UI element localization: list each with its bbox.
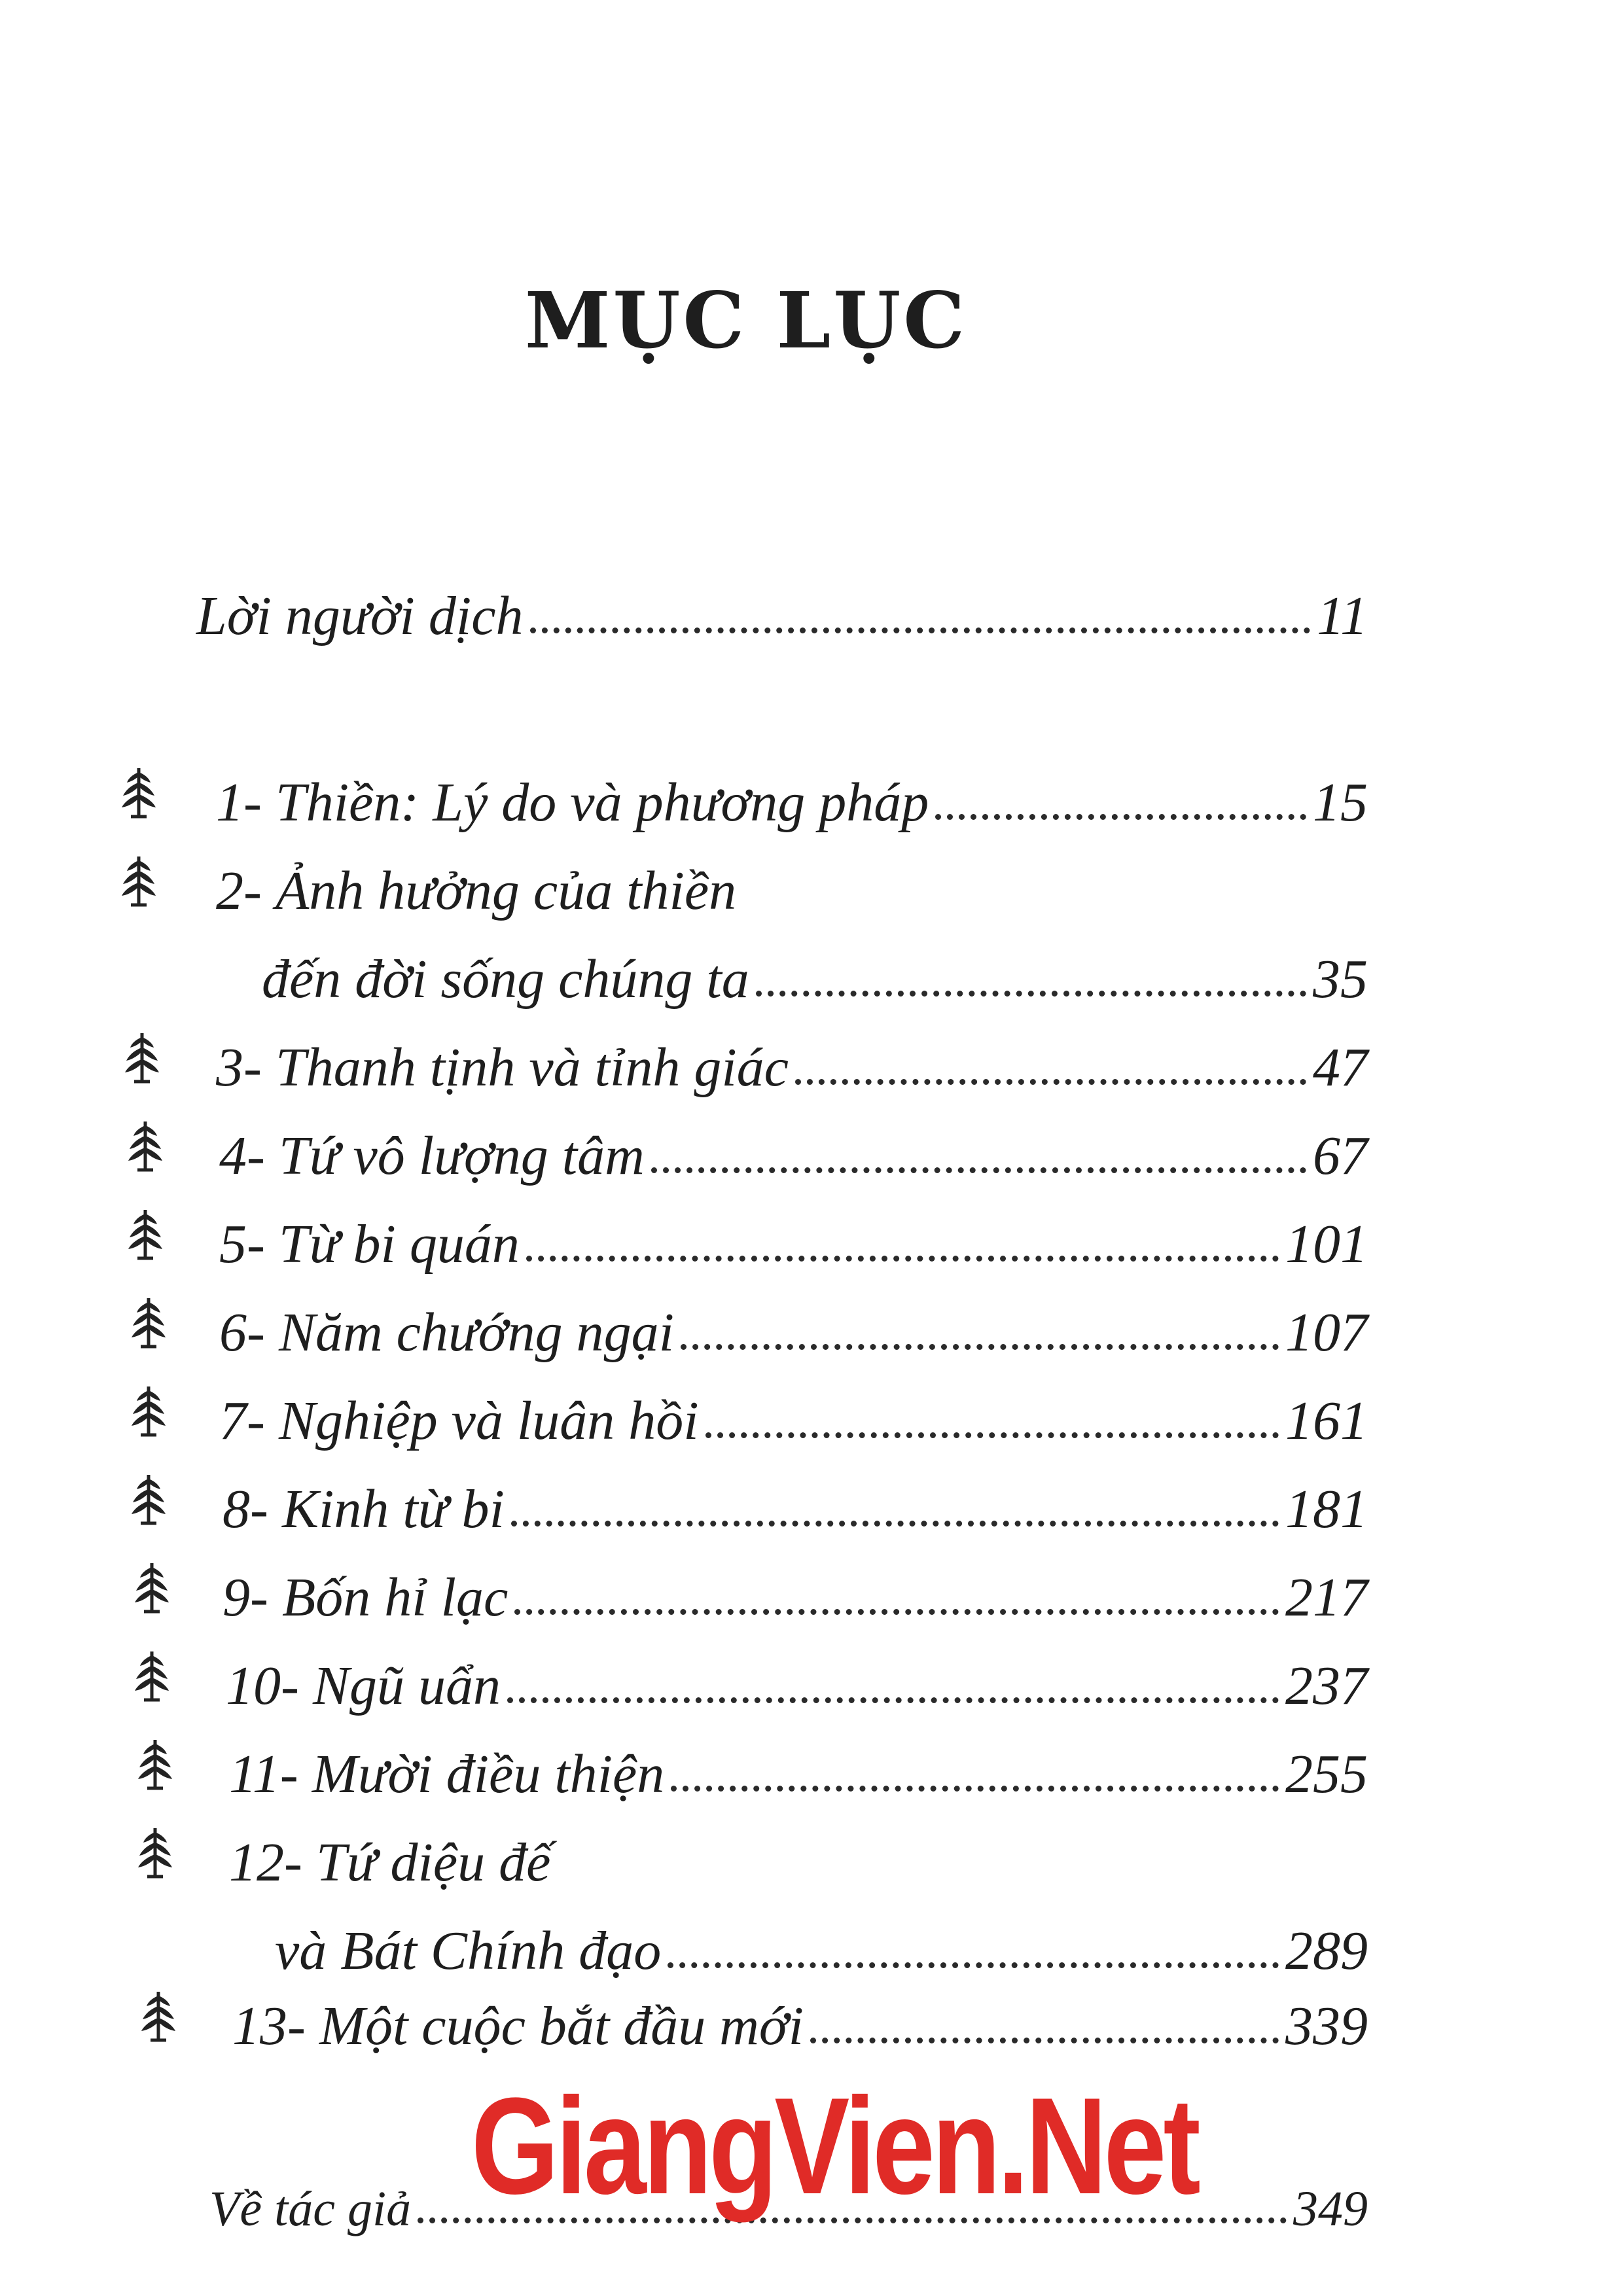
toc-entry-page: 181 xyxy=(1285,1479,1368,1540)
toc-entry-label: đến đời sống chúng ta xyxy=(262,949,749,1010)
leaf-ornament-icon xyxy=(128,1384,169,1439)
toc-entry-chapter-2-line1[interactable]: 2- Ảnh hưởng của thiền xyxy=(216,860,737,921)
toc-entry-chapter-7[interactable] xyxy=(219,1374,1368,1453)
toc-entry-page: 237 xyxy=(1285,1655,1368,1716)
toc-entry-preface[interactable] xyxy=(196,569,1368,648)
dot-leader xyxy=(668,1962,1279,1968)
dot-leader xyxy=(514,1609,1279,1615)
dot-leader xyxy=(526,1256,1279,1262)
toc-entry-label: 7- Nghiệp và luân hồi xyxy=(219,1390,699,1451)
toc-entry-page: 67 xyxy=(1313,1125,1368,1186)
toc-entry-chapter-12[interactable] xyxy=(275,1904,1368,1983)
dot-leader xyxy=(671,1786,1279,1792)
toc-entry-label: 11- Mười điều thiện xyxy=(229,1744,665,1805)
toc-entry-label: 5- Từ bi quán xyxy=(219,1214,520,1275)
page-title: MỤC LỤC xyxy=(524,275,968,366)
toc-entry-page: 107 xyxy=(1285,1302,1368,1363)
leaf-ornament-icon xyxy=(118,766,160,821)
dot-leader xyxy=(705,1432,1279,1438)
toc-entry-chapter-10[interactable] xyxy=(226,1639,1368,1718)
toc-entry-label: 10- Ngũ uẩn xyxy=(226,1655,501,1716)
toc-entry-page: 11 xyxy=(1317,586,1368,646)
leaf-ornament-icon xyxy=(118,854,160,909)
toc-entry-chapter-13[interactable] xyxy=(232,1979,1368,2058)
toc-entry-label: 13- Một cuộc bắt đầu mới xyxy=(232,1996,804,2057)
toc-entry-label: và Bát Chính đạo xyxy=(275,1920,662,1981)
dot-leader xyxy=(795,1079,1306,1085)
dot-leader xyxy=(530,627,1311,633)
dot-leader xyxy=(681,1344,1279,1350)
toc-entry-chapter-4[interactable] xyxy=(219,1109,1368,1188)
leaf-ornament-icon xyxy=(137,1989,179,2044)
toc-entry-page: 161 xyxy=(1285,1390,1368,1451)
leaf-ornament-icon xyxy=(134,1826,176,1881)
toc-entry-chapter-6[interactable] xyxy=(219,1286,1368,1364)
leaf-ornament-icon xyxy=(131,1561,173,1616)
toc-entry-chapter-12-line1[interactable]: 12- Tứ diệu đế xyxy=(229,1832,551,1893)
toc-entry-page: 339 xyxy=(1285,1996,1368,2057)
toc-entry-page: 15 xyxy=(1313,772,1368,833)
toc-entry-label: 3- Thanh tịnh và tỉnh giác xyxy=(216,1037,789,1098)
toc-entry-label: 6- Năm chướng ngại xyxy=(219,1302,674,1363)
toc-entry-page: 217 xyxy=(1285,1567,1368,1628)
dot-leader xyxy=(810,2038,1279,2043)
toc-entry-chapter-11[interactable] xyxy=(229,1727,1368,1806)
dot-leader xyxy=(756,991,1306,997)
leaf-ornament-icon xyxy=(121,1031,163,1086)
toc-entry-chapter-8[interactable] xyxy=(223,1462,1368,1541)
toc-entry-page: 255 xyxy=(1285,1744,1368,1805)
watermark-logo: GiangVien.Net xyxy=(471,2069,1198,2223)
leaf-ornament-icon xyxy=(134,1737,176,1792)
toc-entry-chapter-2[interactable] xyxy=(262,932,1368,1011)
toc-entry-chapter-1[interactable] xyxy=(216,756,1368,834)
toc-entry-chapter-9[interactable] xyxy=(223,1551,1368,1629)
toc-entry-label: Về tác giả xyxy=(209,2181,412,2236)
leaf-ornament-icon xyxy=(131,1649,173,1704)
toc-entry-page: 289 xyxy=(1285,1920,1368,1981)
toc-entry-chapter-3[interactable] xyxy=(216,1021,1368,1099)
dot-leader xyxy=(935,814,1306,820)
toc-entry-page: 47 xyxy=(1313,1037,1368,1098)
toc-entry-label: Lời người dịch xyxy=(196,586,524,646)
leaf-ornament-icon xyxy=(124,1119,166,1174)
toc-entry-label: 8- Kinh từ bi xyxy=(223,1479,505,1540)
dot-leader xyxy=(651,1167,1306,1173)
leaf-ornament-icon xyxy=(128,1472,169,1527)
dot-leader xyxy=(507,1697,1279,1703)
toc-entry-chapter-5[interactable] xyxy=(219,1197,1368,1276)
dot-leader xyxy=(511,1521,1279,1527)
toc-entry-label: 9- Bốn hỉ lạc xyxy=(223,1567,508,1628)
leaf-ornament-icon xyxy=(124,1207,166,1262)
toc-entry-label: 1- Thiền: Lý do và phương pháp xyxy=(216,772,929,833)
toc-entry-page: 349 xyxy=(1293,2181,1368,2236)
toc-entry-page: 101 xyxy=(1285,1214,1368,1275)
leaf-ornament-icon xyxy=(128,1296,169,1351)
toc-entry-page: 35 xyxy=(1313,949,1368,1010)
toc-entry-label: 4- Tứ vô lượng tâm xyxy=(219,1125,645,1186)
